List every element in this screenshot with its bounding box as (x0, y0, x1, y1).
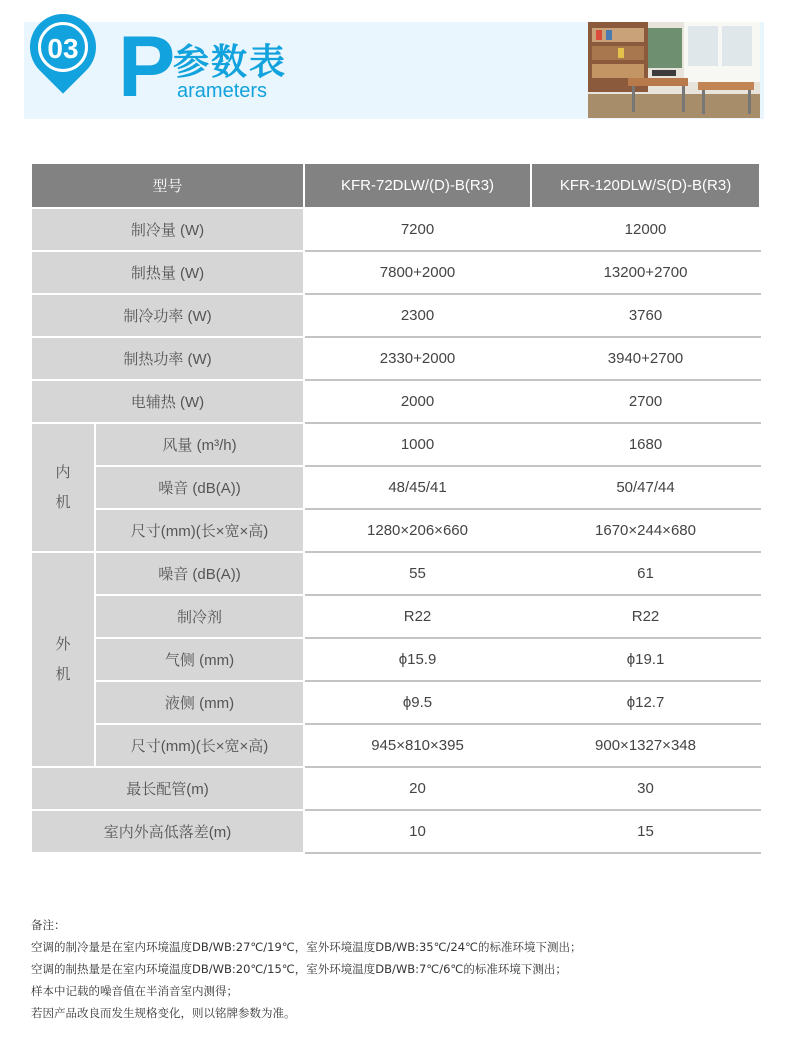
cell-value: 3760 (531, 294, 760, 337)
row-label: 室内外高低落差(m) (31, 810, 304, 853)
spec-table (30, 162, 761, 854)
notes-title: 备注： (31, 918, 66, 932)
note-line: 若因产品改良而发生规格变化，则以铭牌参数为准。 (31, 1006, 296, 1020)
column-header-model-1: KFR-72DLW/(D)-B(R3) (304, 163, 531, 208)
table-row (31, 638, 760, 681)
cell-value: 2300 (304, 294, 531, 337)
cell-value: 3940+2700 (531, 337, 760, 380)
cell-value: ϕ9.5 (304, 681, 531, 724)
cell-value: 55 (304, 552, 531, 595)
table-row (31, 466, 760, 509)
cell-value: 2000 (304, 380, 531, 423)
group-label-indoor (31, 423, 95, 552)
note-line: 空调的制热量是在室内环境温度DB/WB:20℃/15℃，室外环境温度DB/WB:7℃/6℃的标准环境下测出； (31, 962, 567, 976)
cell-value: 30 (531, 767, 760, 810)
row-label: 液侧 (mm) (95, 681, 304, 724)
table-row (31, 337, 760, 380)
row-label: 制冷量 (W) (31, 208, 304, 251)
row-label: 制热功率 (W) (31, 337, 304, 380)
cell-value: 50/47/44 (531, 466, 760, 509)
table-row (31, 681, 760, 724)
cell-value: R22 (531, 595, 760, 638)
page-title: 参数表 (173, 42, 288, 83)
column-header-model-2: KFR-120DLW/S(D)-B(R3) (531, 163, 760, 208)
table-row (31, 294, 760, 337)
row-label: 电辅热 (W) (31, 380, 304, 423)
row-label: 噪音 (dB(A)) (95, 466, 304, 509)
table-row (31, 509, 760, 552)
row-label: 气侧 (mm) (95, 638, 304, 681)
note-line: 空调的制冷量是在室内环境温度DB/WB:27℃/19℃，室外环境温度DB/WB:35℃/24℃的标准环境下测出； (31, 940, 582, 954)
group-label-line: 外 (55, 635, 71, 653)
cell-value: 7800+2000 (304, 251, 531, 294)
table-row (31, 767, 760, 810)
cell-value: 1280×206×660 (304, 509, 531, 552)
cell-value: ϕ19.1 (531, 638, 760, 681)
cell-value: ϕ15.9 (304, 638, 531, 681)
section-number: 03 (47, 33, 79, 64)
page-subtitle: arameters (177, 80, 268, 102)
cell-value: R22 (304, 595, 531, 638)
cell-value: 945×810×395 (304, 724, 531, 767)
group-label-line: 机 (55, 493, 71, 511)
cell-value: 20 (304, 767, 531, 810)
cell-value: 1670×244×680 (531, 509, 760, 552)
table-row (31, 552, 760, 595)
table-row (31, 208, 760, 251)
row-label: 噪音 (dB(A)) (95, 552, 304, 595)
cell-value: 2330+2000 (304, 337, 531, 380)
table-row (31, 423, 760, 466)
cell-value: ϕ12.7 (531, 681, 760, 724)
table-row (31, 251, 760, 294)
cell-value: 900×1327×348 (531, 724, 760, 767)
cell-value: 12000 (531, 208, 760, 251)
row-label: 风量 (m³/h) (95, 423, 304, 466)
row-label: 制冷功率 (W) (31, 294, 304, 337)
row-label: 制冷剂 (95, 595, 304, 638)
cell-value: 1000 (304, 423, 531, 466)
row-label: 制热量 (W) (31, 251, 304, 294)
row-label: 尺寸(mm)(长×宽×高) (95, 509, 304, 552)
cell-value: 13200+2700 (531, 251, 760, 294)
table-row (31, 724, 760, 767)
note-line: 样本中记载的噪音值在半消音室内测得； (31, 984, 238, 998)
table-header-row (31, 163, 760, 208)
table-row (31, 810, 760, 853)
notes-block (31, 914, 581, 1024)
cell-value: 7200 (304, 208, 531, 251)
classroom-photo (588, 22, 760, 118)
row-label: 最长配管(m) (31, 767, 304, 810)
cell-value: 10 (304, 810, 531, 853)
cell-value: 61 (531, 552, 760, 595)
row-label: 尺寸(mm)(长×宽×高) (95, 724, 304, 767)
cell-value: 1680 (531, 423, 760, 466)
table-row (31, 380, 760, 423)
cell-value: 48/45/41 (304, 466, 531, 509)
cell-value: 2700 (531, 380, 760, 423)
cell-value: 15 (531, 810, 760, 853)
group-label-line: 内 (55, 463, 71, 481)
table-row (31, 595, 760, 638)
column-header-model: 型号 (31, 163, 304, 208)
group-label-line: 机 (55, 665, 71, 683)
group-label-outdoor (31, 552, 95, 767)
title-big-letter: P (118, 19, 176, 115)
